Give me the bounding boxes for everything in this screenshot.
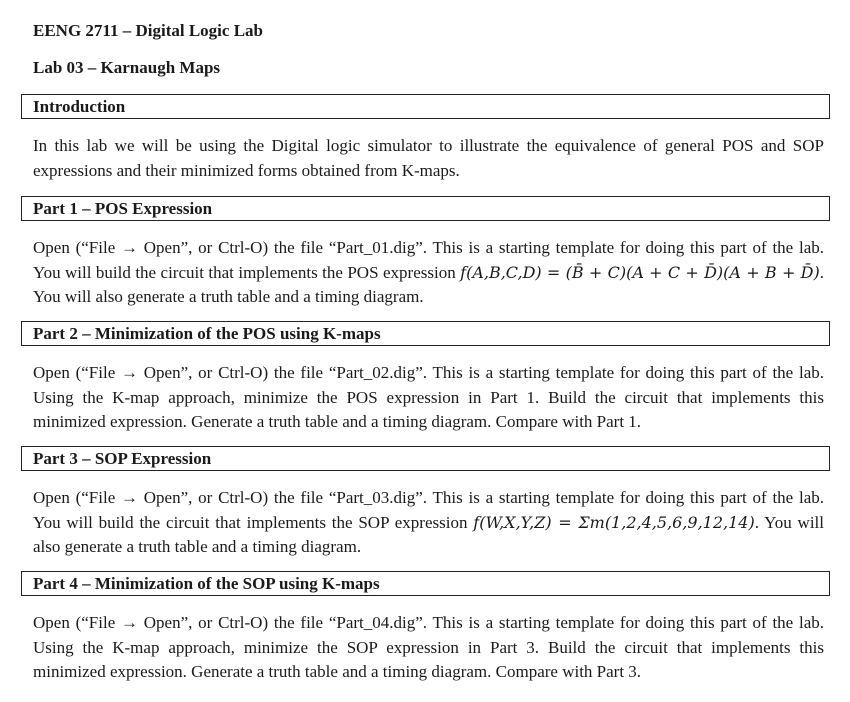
lab-title: Lab 03 – Karnaugh Maps <box>33 58 221 77</box>
section-heading-part4: Part 4 – Minimization of the SOP using K-maps <box>21 571 830 596</box>
section-heading-part3: Part 3 – SOP Expression <box>21 446 830 471</box>
section-heading-part1: Part 1 – POS Expression <box>21 196 830 221</box>
part3-text-post: . You will also generate a truth table and a timing diagram. <box>33 512 824 556</box>
section-heading-introduction: Introduction <box>21 94 830 119</box>
section-heading-part2: Part 2 – Minimization of the POS using K-maps <box>21 321 830 346</box>
part1-text-post: . You will also generate a truth table and a timing diagram. <box>33 262 824 306</box>
introduction-text: In this lab we will be using the Digital logic simulator to illustrate the equivalence of general POS and SOP expressions and their minimized forms obtained from K-maps. <box>33 136 824 180</box>
part1-text <box>33 236 824 310</box>
part4-text: Open (“File → Open”, or Ctrl-O) the file “Part_04.dig”. This is a starting template for doing this part of the lab. Using the K-map approach, minimize the SOP expression in Part 3. Build the circuit that implements this minimized expression. Generate a truth table and a timing diagram. Compare with Part 3. <box>33 613 824 681</box>
course-title: EENG 2711 – Digital Logic Lab <box>33 21 263 40</box>
part1-pos-expression: f(A,B,C,D) = (B̄ + C)(A + C + D̄)(A + B + D̄) <box>460 262 820 282</box>
part3-text <box>33 486 824 560</box>
part3-sop-expression: f(W,X,Y,Z) = Σm(1,2,4,5,6,9,12,14) <box>473 512 755 532</box>
part3-text-pre: Open (“File → Open”, or Ctrl-O) the file “Part_03.dig”. This is a starting template for doing this part of the lab. You will build the circuit that implements the SOP expression <box>33 488 824 532</box>
part2-text: Open (“File → Open”, or Ctrl-O) the file “Part_02.dig”. This is a starting template for doing this part of the lab. Using the K-map approach, minimize the POS expression in Part 1. Build the circuit that implements this minimized expression. Generate a truth table and a timing diagram. Compare with Part 1. <box>33 363 824 431</box>
part1-text-pre: Open (“File → Open”, or Ctrl-O) the file “Part_01.dig”. This is a starting template for doing this part of the lab. You will build the circuit that implements the POS expression <box>33 238 824 282</box>
